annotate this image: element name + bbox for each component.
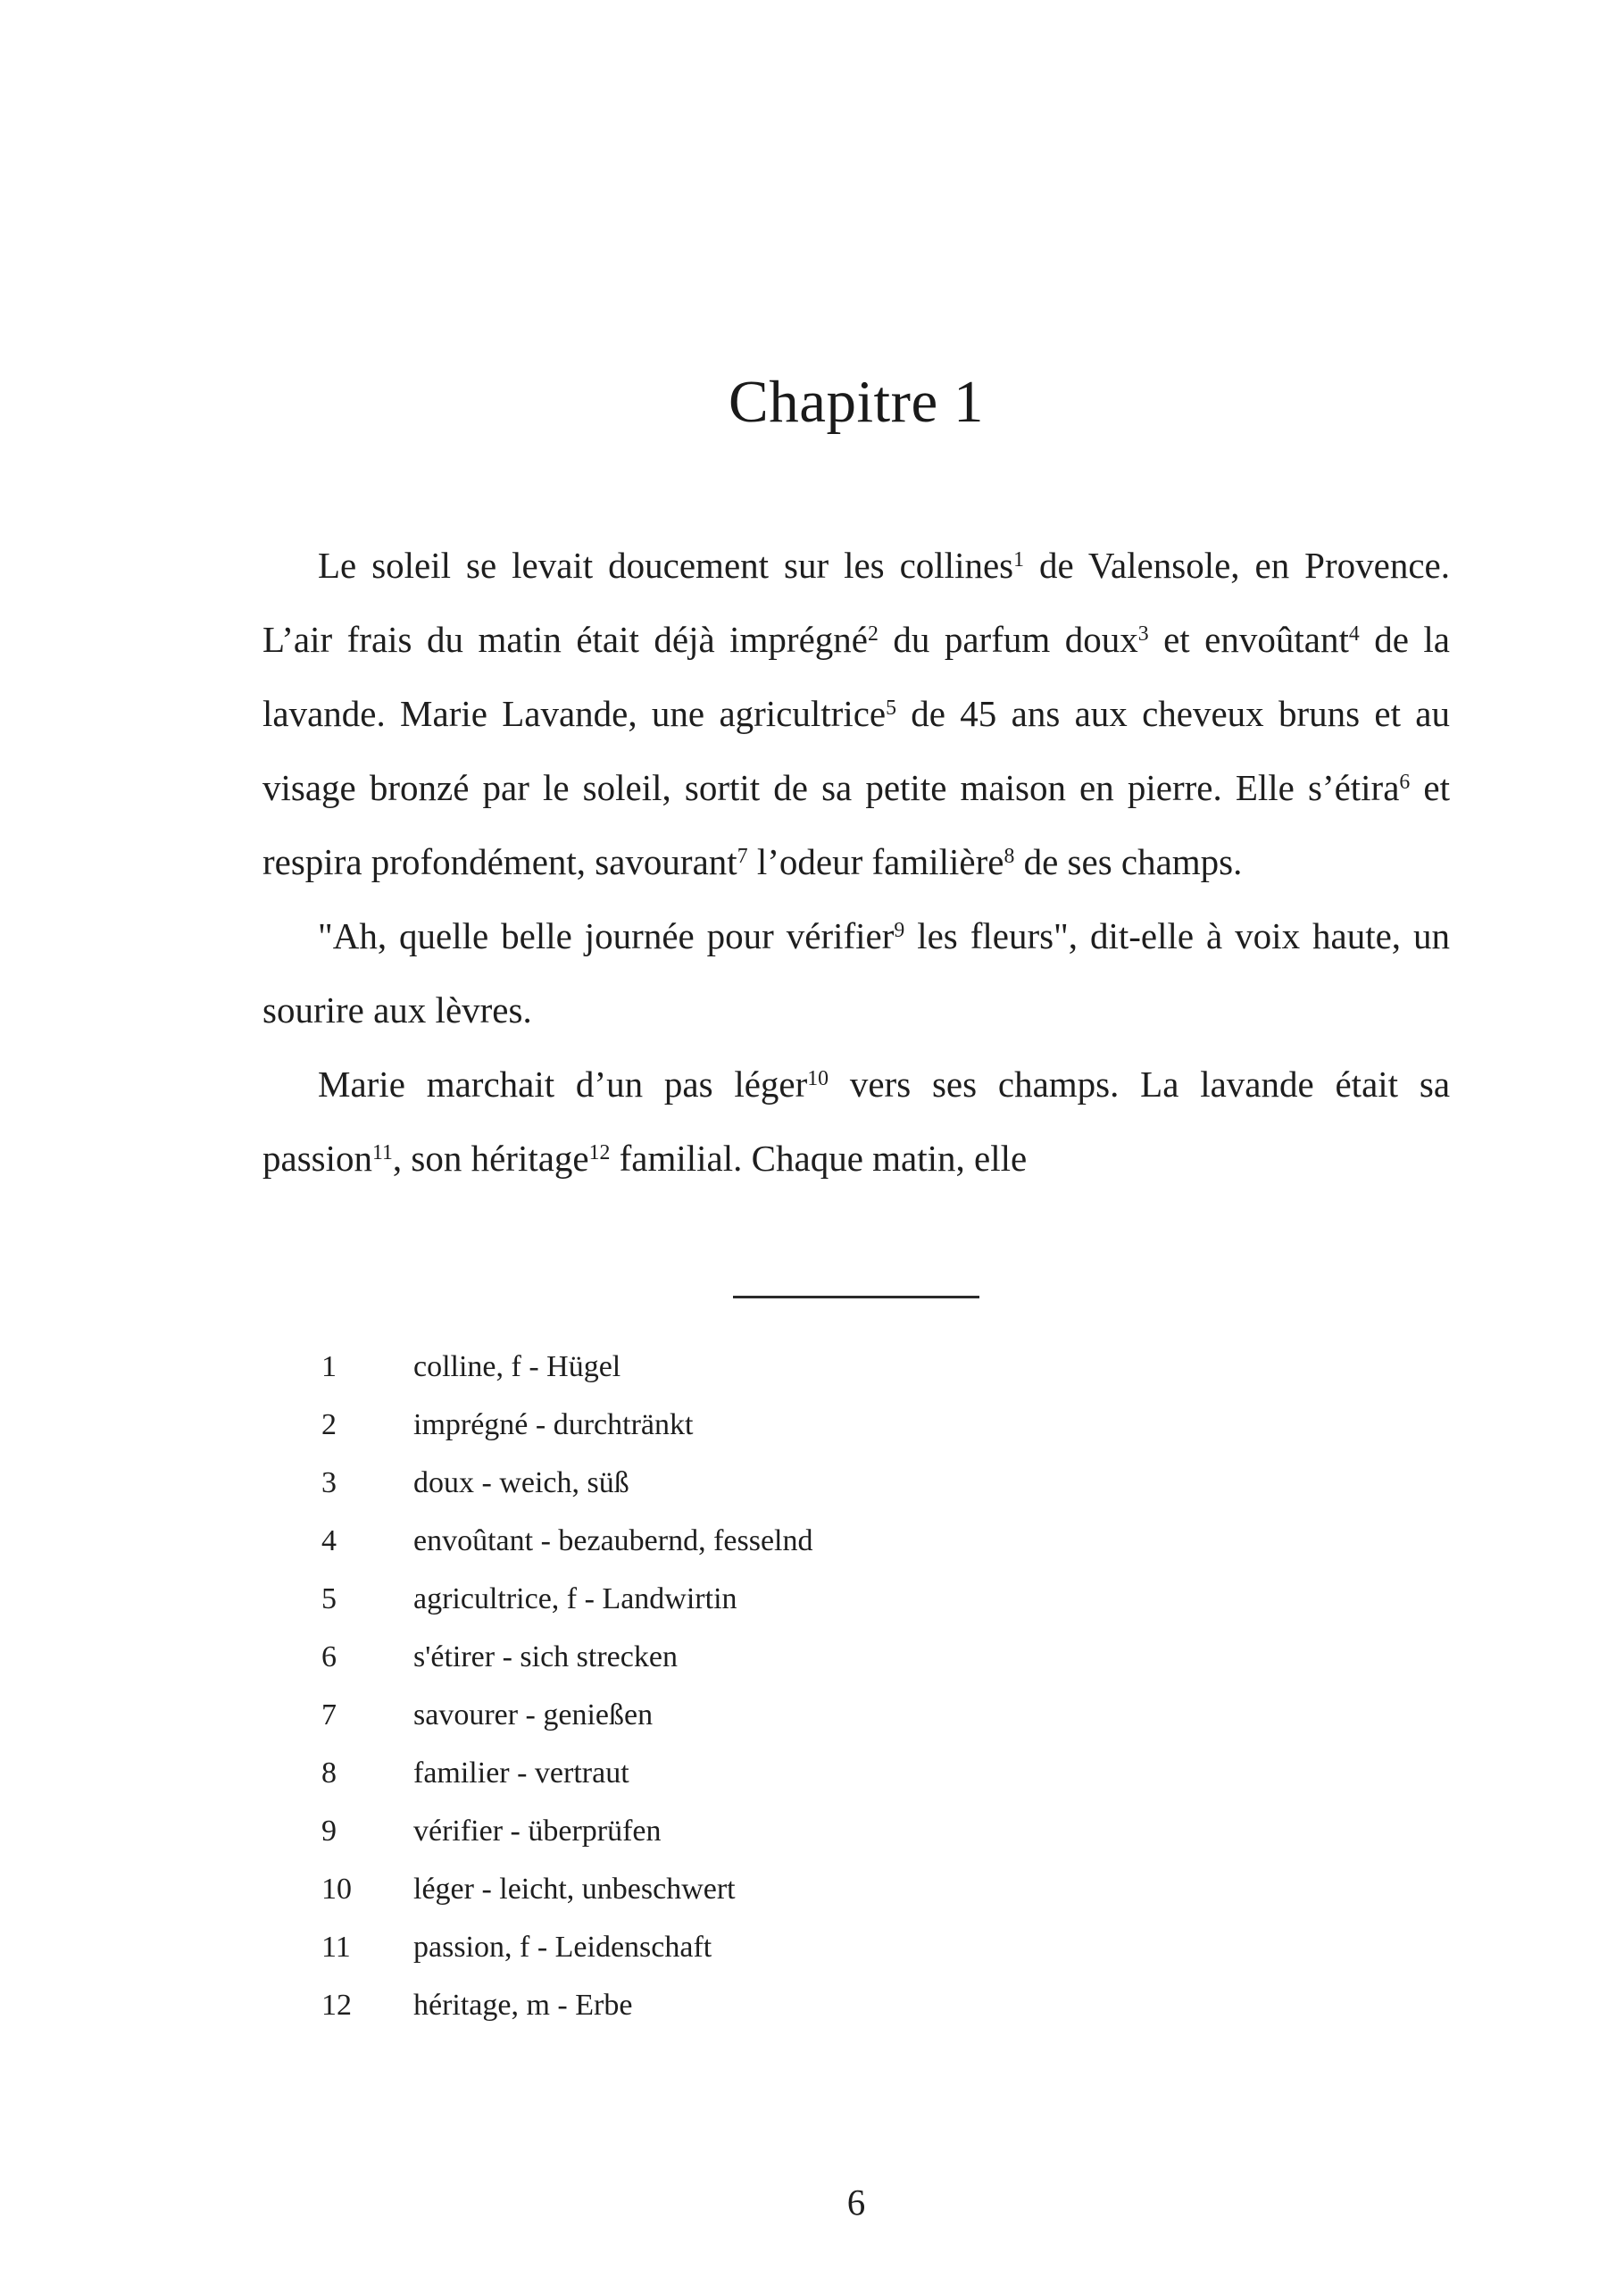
footnote-item [321,1338,1450,1396]
footnote-item [321,1570,1450,1628]
footnote-ref: 7 [737,844,748,868]
footnote-text: envoûtant - bezaubernd, fesselnd [413,1524,813,1557]
footnote-item [321,1512,1450,1570]
footnote-item [321,1628,1450,1686]
footnote-text: colline, f - Hügel [413,1350,621,1383]
footnote-ref: 10 [807,1066,829,1090]
footnote-number: 3 [321,1466,337,1499]
footnote-item [321,1860,1450,1918]
footnote-number: 9 [321,1815,337,1848]
footnote-item [321,1454,1450,1512]
footnote-ref: 2 [867,622,879,646]
footnote-text: doux - weich, süß [413,1466,629,1499]
paragraph: Marie marchait d’un pas léger$^{10}$ vers ses champs. La lavande était sa passion$^{11}$, son héritage$^{12}$ familial. Chaque matin, elle [262,1064,1451,1179]
footnote-number: 7 [321,1698,337,1731]
footnote-ref: 6 [1399,770,1411,794]
footnote-ref: 11 [372,1140,393,1164]
paragraph: Le soleil se levait doucement sur les collines$^1$ de Valensole, en Provence. L’air frais du matin était déjà imprégné$^2$ du parfum doux$^3$ et envoûtant$^4$ de la lavande. Marie Lavande, une agricultrice$^5$ de 45 ans aux cheveux bruns et au visage bronzé par le soleil, sortit de sa petite maison en pierre. Elle s’étira$^6$ et respira profondément, savourant$^7$ l’odeur familière$^8$ de ses champs. [262,545,1450,882]
footnote-item [321,1396,1450,1454]
footnote-separator [733,1296,979,1298]
footnote-item [321,1802,1450,1860]
footnote-ref: 12 [588,1140,611,1164]
footnote-text: agricultrice, f - Landwirtin [413,1582,737,1615]
footnote-item [321,1918,1450,1976]
footnote-text: vérifier - überprüfen [413,1815,662,1848]
footnote-text: s'étirer - sich strecken [413,1640,678,1673]
footnote-ref: 8 [1004,844,1015,868]
footnote-text: savourer - genießen [413,1698,654,1731]
footnote-item [321,1976,1450,2034]
footnote-number: 12 [321,1989,352,2022]
footnote-number: 11 [321,1931,351,1964]
footnote-number: 2 [321,1408,337,1441]
footnote-text: imprégné - durchtränkt [413,1408,694,1441]
footnote-ref: 9 [894,918,905,942]
footnote-number: 5 [321,1582,337,1615]
footnote-text: léger - leicht, unbeschwert [413,1873,736,1906]
page-content [262,0,1451,2223]
footnote-ref: 5 [886,696,896,720]
footnote-number: 10 [321,1873,352,1906]
footnote-number: 4 [321,1524,337,1557]
footnote-text: passion, f - Leidenschaft [413,1931,712,1964]
footnote-item [321,1686,1450,1744]
footnotes-list [262,1338,1450,2034]
footnote-item [321,1744,1450,1802]
chapter-title: Chapitre 1 [729,369,984,435]
paragraph: "Ah, quelle belle journée pour vérifier$^9$ les fleurs", dit-elle à voix haute, un sourire aux lèvres. [262,915,1450,1031]
footnote-text: héritage, m - Erbe [413,1989,633,2022]
footnote-number: 6 [321,1640,337,1673]
page-number: 6 [846,2182,866,2223]
footnote-ref: 3 [1137,622,1149,646]
footnote-text: familier - vertraut [413,1756,629,1790]
footnote-ref: 1 [1013,547,1025,572]
footnote-number: 8 [321,1756,337,1790]
footnote-ref: 4 [1348,622,1360,646]
footnote-number: 1 [321,1350,337,1383]
